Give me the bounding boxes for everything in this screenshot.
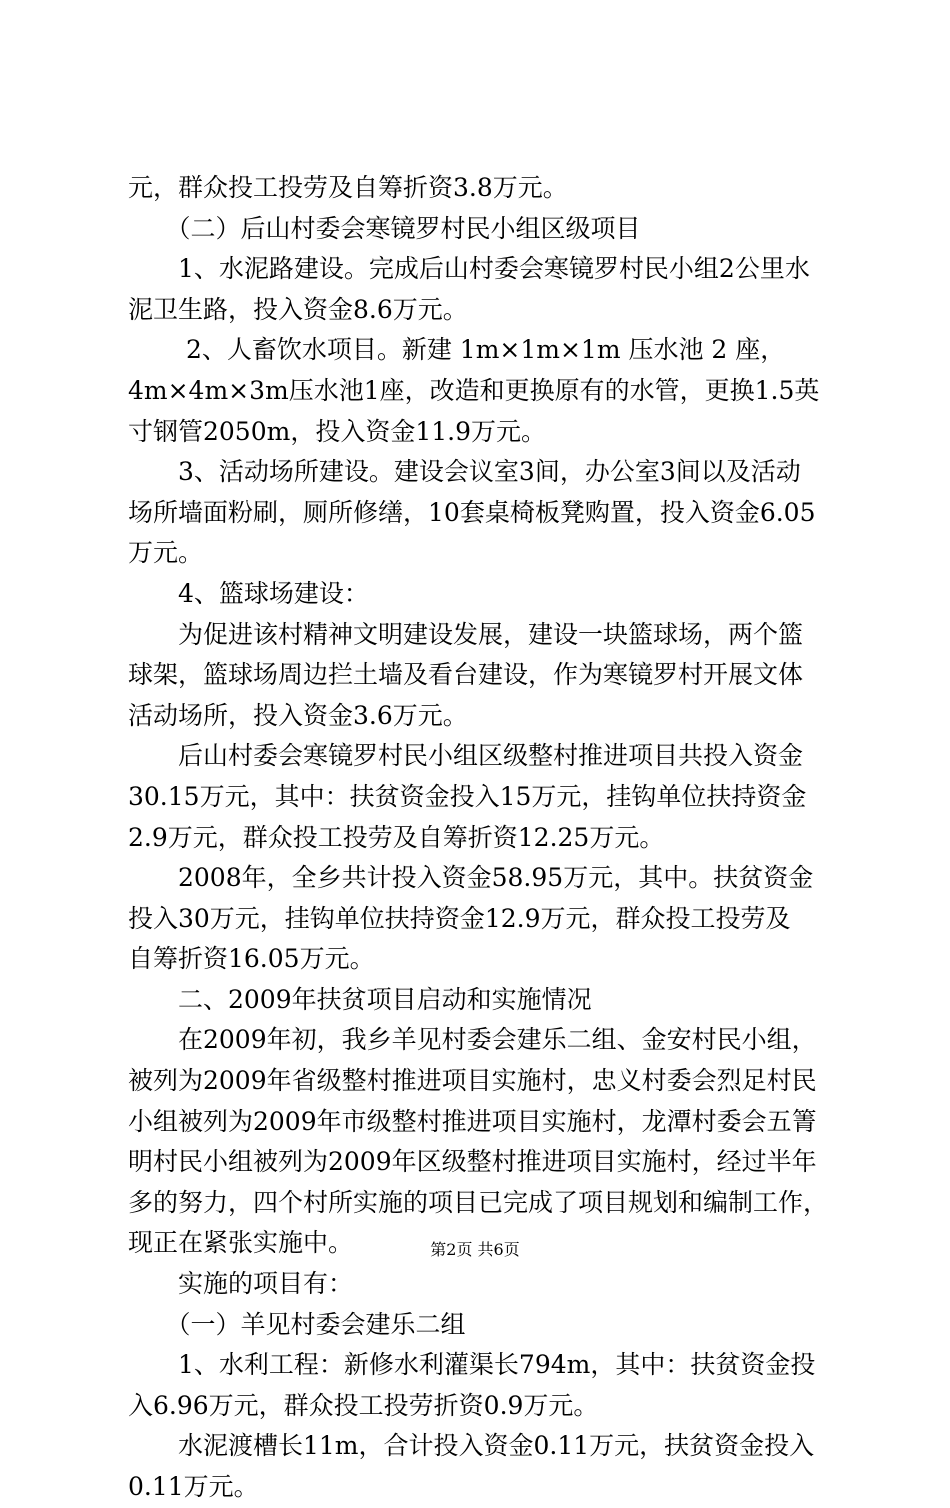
section-heading: （一）羊见村委会建乐二组 (128, 1309, 466, 1339)
text-line: 1、水泥路建设。完成后山村委会寒镜罗村民小组2公里水 (128, 254, 810, 284)
text-line: 多的努力，四个村所实施的项目已完成了项目规划和编制工作， (128, 1187, 829, 1217)
text-line: 万元。 (128, 538, 204, 568)
text-line: 小组被列为2009年市级整村推进项目实施村，龙潭村委会五箐 (128, 1106, 817, 1136)
text-line: 泥卫生路，投入资金8.6万元。 (128, 294, 468, 324)
text-line: 2、人畜饮水项目。新建 1m×1m×1m 压水池 2 座， (128, 335, 786, 365)
text-line: 自筹折资16.05万元。 (128, 944, 375, 974)
text-line: 元，群众投工投劳及自筹折资3.8万元。 (128, 173, 568, 202)
document-body (128, 168, 828, 1508)
text-line: 后山村委会寒镜罗村民小组区级整村推进项目共投入资金 (128, 741, 804, 771)
text-line: 实施的项目有： (128, 1269, 354, 1299)
text-line: 4、篮球场建设： (128, 578, 369, 608)
section-heading: （二）后山村委会寒镜罗村民小组区级项目 (128, 213, 641, 243)
text-line: 为促进该村精神文明建设发展，建设一块篮球场，两个篮 (128, 619, 804, 649)
page-number-footer: 第2页 共6页 (430, 1240, 520, 1259)
text-line: 现正在紧张实施中。 (128, 1228, 354, 1258)
text-line: 被列为2009年省级整村推进项目实施村，忠义村委会烈足村民 (128, 1066, 817, 1096)
text-line: 球架，篮球场周边拦土墙及看台建设，作为寒镜罗村开展文体 (128, 660, 804, 690)
text-line: 寸钢管2050m，投入资金11.9万元。 (128, 416, 546, 446)
text-line: 水泥渡槽长11m，合计投入资金0.11万元，扶贫资金投入 (128, 1431, 815, 1461)
text-line: 3、活动场所建设。建设会议室3间，办公室3间以及活动 (128, 457, 801, 487)
text-line: 在2009年初，我乡羊见村委会建乐二组、金安村民小组， (128, 1025, 817, 1055)
section-heading: 二、2009年扶贫项目启动和实施情况 (128, 984, 592, 1014)
text-line: 入6.96万元，群众投工投劳折资0.9万元。 (128, 1390, 599, 1420)
text-line: 明村民小组被列为2009年区级整村推进项目实施村，经过半年 (128, 1147, 817, 1177)
text-line: 2008年，全乡共计投入资金58.95万元，其中。扶贫资金 (128, 863, 814, 893)
text-line: 场所墙面粉刷，厕所修缮，10套桌椅板凳购置，投入资金6.05 (128, 497, 816, 527)
text-line: 30.15万元，其中：扶贫资金投入15万元，挂钩单位扶持资金 (128, 781, 807, 811)
text-line: 4m×4m×3m压水池1座，改造和更换原有的水管，更换1.5英 (128, 375, 820, 405)
text-line: 0.11万元。 (128, 1472, 259, 1501)
text-line: 2.9万元，群众投工投劳及自筹折资12.25万元。 (128, 822, 665, 852)
text-line: 1、水利工程：新修水利灌渠长794m，其中：扶贫资金投 (128, 1350, 816, 1380)
text-line: 活动场所，投入资金3.6万元。 (128, 700, 468, 730)
text-line: 投入30万元，挂钩单位扶持资金12.9万元，群众投工投劳及 (128, 903, 791, 933)
